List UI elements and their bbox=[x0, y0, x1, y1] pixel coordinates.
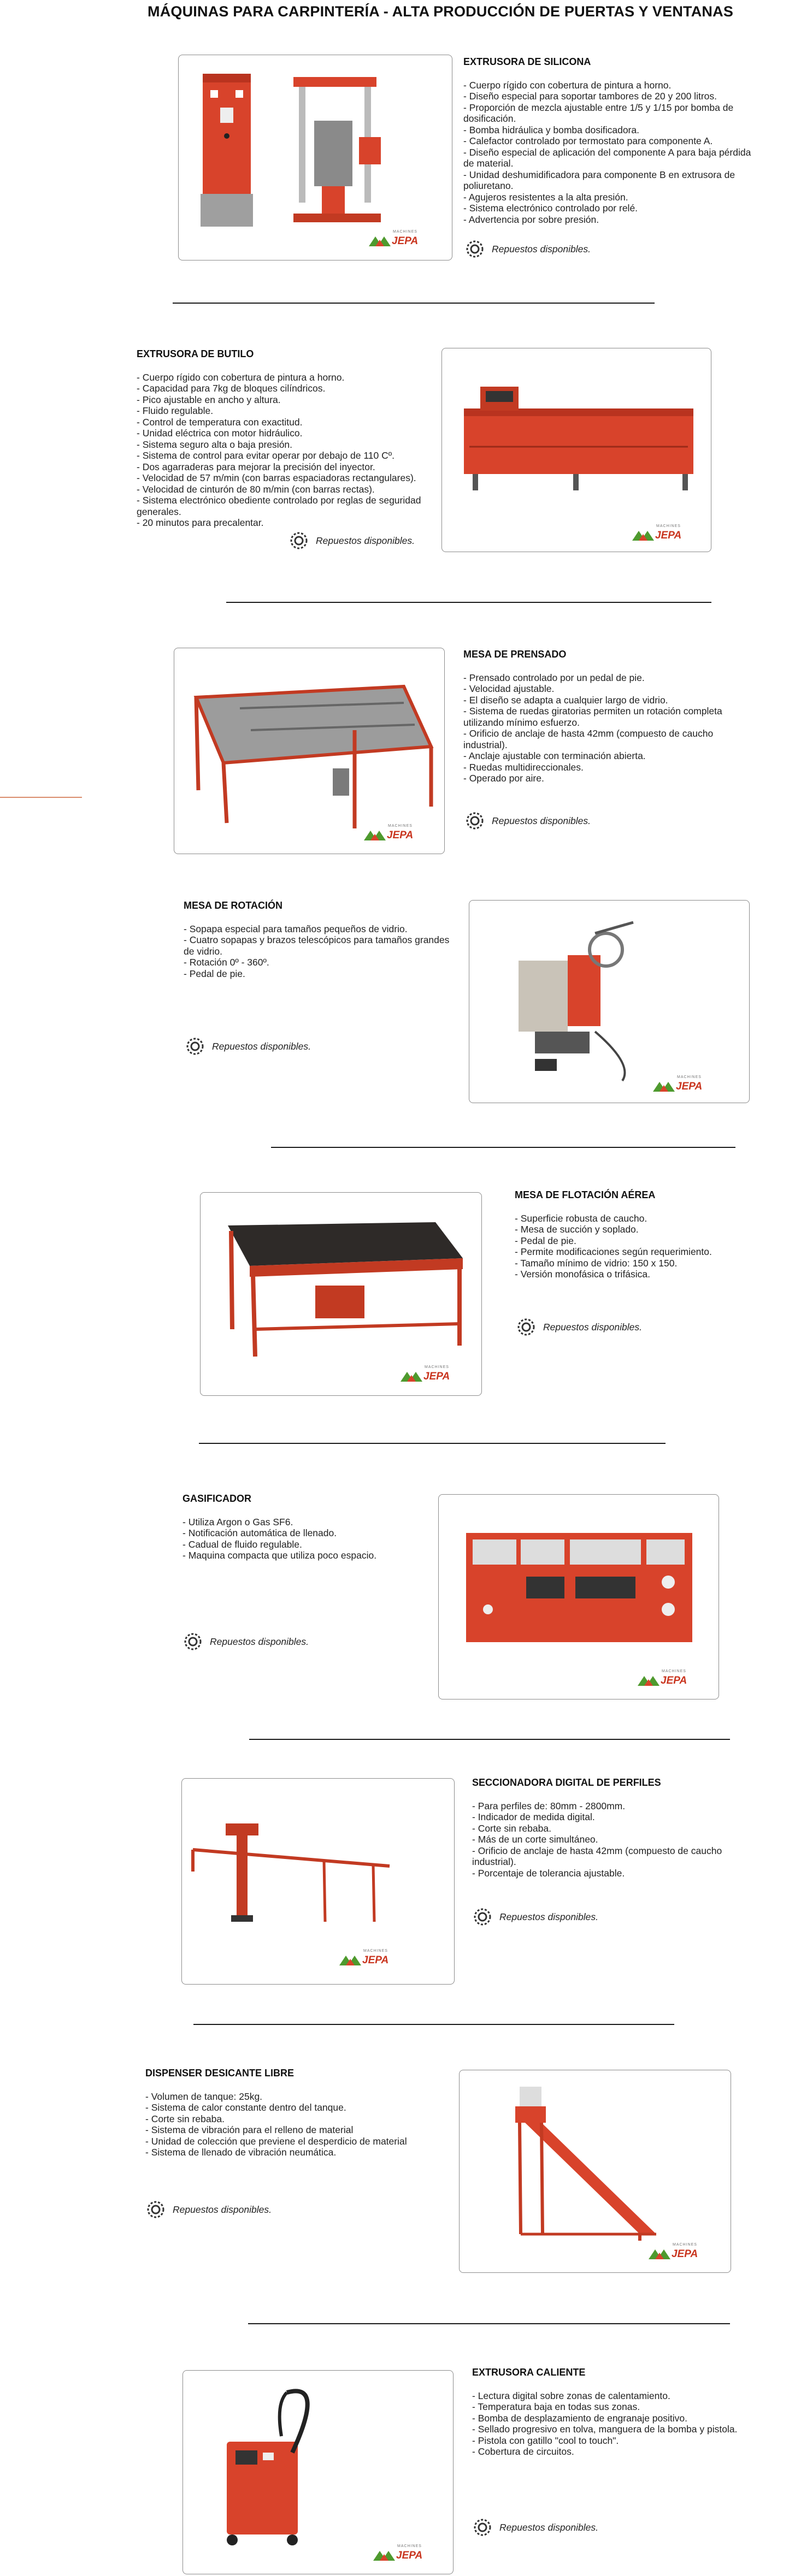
feature-item: - Volumen de tanque: 25kg. bbox=[145, 2091, 263, 2102]
feature-item: - Lectura digital sobre zonas de calentamiento. bbox=[472, 2390, 670, 2401]
gas-filler-image bbox=[439, 1495, 719, 1699]
spares-note bbox=[517, 1316, 642, 1338]
brand-logo-icon bbox=[647, 2246, 672, 2260]
brand-name: JEPA bbox=[655, 530, 682, 541]
feature-item: - Bomba hidráulica y bomba dosificadora. bbox=[463, 124, 639, 135]
spares-label: Repuestos disponibles. bbox=[316, 535, 415, 546]
feature-item: - Sellado progresivo en tolva, manguera de la bomba y pistola. bbox=[472, 2424, 738, 2435]
brand-tagline: MACHINES bbox=[363, 1949, 388, 1953]
product-title: MESA DE PRENSADO bbox=[463, 649, 567, 660]
spares-note bbox=[473, 2516, 598, 2538]
feature-item: - Ruedas multidireccionales. bbox=[463, 761, 584, 773]
section-divider bbox=[226, 602, 711, 603]
feature-item: - Pedal de pie. bbox=[184, 968, 245, 979]
rotation-table-image bbox=[469, 901, 750, 1103]
product-image-card bbox=[174, 648, 445, 854]
feature-item: - Cuerpo rígido con cobertura de pintura a horno. bbox=[463, 79, 672, 91]
feature-item: - Operado por aire. bbox=[463, 773, 544, 784]
feature-item: - Fluido regulable. bbox=[137, 405, 214, 416]
feature-item: - Cobertura de circuitos. bbox=[472, 2446, 574, 2457]
brand-logo-icon bbox=[637, 1673, 661, 1687]
spares-label: Repuestos disponibles. bbox=[173, 2204, 272, 2215]
spares-label: Repuestos disponibles. bbox=[543, 1321, 642, 1333]
brand-name: JEPA bbox=[672, 2248, 698, 2260]
product-title: SECCIONADORA DIGITAL DE PERFILES bbox=[472, 1777, 661, 1788]
product-image-card bbox=[438, 1494, 719, 1699]
side-accent-line bbox=[0, 797, 82, 798]
page-title: MÁQUINAS PARA CARPINTERÍA - ALTA PRODUCCIÓN DE PUERTAS Y VENTANAS bbox=[148, 3, 734, 20]
feature-item: - Porcentaje de tolerancia ajustable. bbox=[472, 1867, 625, 1879]
brand-tagline: MACHINES bbox=[662, 1669, 686, 1673]
spares-label: Repuestos disponibles. bbox=[210, 1636, 309, 1647]
product-description bbox=[463, 649, 758, 784]
product-title: MESA DE FLOTACIÓN AÉREA bbox=[515, 1189, 656, 1200]
feature-list bbox=[515, 1213, 755, 1280]
feature-item: - Permite modificaciones según requerimiento. bbox=[515, 1246, 712, 1257]
feature-item: - Mesa de succión y soplado. bbox=[515, 1224, 639, 1235]
spares-label: Repuestos disponibles. bbox=[499, 2521, 598, 2533]
feature-item: - Capacidad para 7kg de bloques cilíndricos. bbox=[137, 383, 326, 394]
spares-note bbox=[186, 1035, 311, 1057]
feature-item: - Utiliza Argon o Gas SF6. bbox=[182, 1516, 293, 1527]
feature-item: - Cuerpo rígido con cobertura de pintura a horno. bbox=[137, 371, 345, 383]
feature-list bbox=[463, 80, 758, 226]
feature-item: - Velocidad de cinturón de 80 m/min (con barras rectas). bbox=[137, 483, 375, 495]
feature-item: - Dos agarraderas para mejorar la precisión del inyector. bbox=[137, 461, 375, 472]
feature-item: - Unidad de colección que previene el desperdicio de material bbox=[145, 2135, 407, 2147]
feature-item: - Sistema electrónico controlado por relé. bbox=[463, 203, 638, 214]
feature-list bbox=[184, 923, 457, 980]
product-title: EXTRUSORA CALIENTE bbox=[472, 2367, 586, 2378]
feature-item: - Pistola con gatillo "cool to touch". bbox=[472, 2435, 619, 2446]
product-title: EXTRUSORA DE SILICONA bbox=[463, 56, 591, 67]
product-description bbox=[145, 2068, 419, 2158]
feature-item: - Bomba de desplazamiento de engranaje positivo. bbox=[472, 2412, 687, 2424]
feature-item: - Sistema electrónico obediente controlado por reglas de seguridad generales. bbox=[137, 495, 421, 517]
feature-item: - Tamaño mínimo de vidrio: 150 x 150. bbox=[515, 1257, 678, 1269]
feature-list bbox=[182, 1517, 445, 1561]
gear-icon bbox=[290, 531, 308, 550]
feature-item: - Temperatura baja en todas sus zonas. bbox=[472, 2401, 640, 2412]
feature-item: - Cadual de fluido regulable. bbox=[182, 1538, 302, 1550]
feature-item: - Orificio de anclaje de hasta 42mm (compuesto de caucho industrial). bbox=[472, 1845, 722, 1867]
section-divider bbox=[193, 2024, 674, 2025]
product-image-card bbox=[200, 1192, 482, 1396]
feature-item: - Sopapa especial para tamaños pequeños de vidrio. bbox=[184, 923, 408, 934]
feature-item: - Diseño especial para soportar tambores de 20 y 200 litros. bbox=[463, 91, 717, 102]
brand-logo-icon bbox=[368, 233, 392, 247]
product-title: MESA DE ROTACIÓN bbox=[184, 900, 283, 911]
gear-icon bbox=[186, 1037, 204, 1056]
butyl-extruder-image bbox=[442, 348, 711, 552]
feature-item: - Prensado controlado por un pedal de pie. bbox=[463, 672, 645, 683]
product-description bbox=[137, 348, 432, 529]
feature-list bbox=[472, 2390, 756, 2457]
feature-item: - Cuatro sopapas y brazos telescópicos para tamaños grandes de vidrio. bbox=[184, 934, 450, 957]
brand-tagline: MACHINES bbox=[397, 2544, 422, 2548]
feature-item: - Notificación automática de llenado. bbox=[182, 1527, 337, 1538]
section-divider bbox=[271, 1147, 735, 1148]
feature-item: - Sistema seguro alta o baja presión. bbox=[137, 439, 293, 450]
product-description bbox=[472, 1777, 756, 1879]
section-divider bbox=[173, 303, 655, 304]
feature-item: - 20 minutos para precalentar. bbox=[137, 517, 264, 528]
brand-name: JEPA bbox=[387, 830, 414, 841]
feature-item: - Para perfiles de: 80mm - 2800mm. bbox=[472, 1800, 626, 1811]
feature-item: - Sistema de calor constante dentro del tanque. bbox=[145, 2102, 346, 2113]
feature-item: - Sistema de llenado de vibración neumática. bbox=[145, 2147, 337, 2158]
brand-logo-icon bbox=[372, 2548, 396, 2562]
section-divider bbox=[248, 2323, 730, 2324]
gear-icon bbox=[466, 812, 484, 830]
brand-logo-icon bbox=[363, 827, 387, 842]
feature-item: - Superficie robusta de caucho. bbox=[515, 1212, 647, 1224]
spares-note bbox=[290, 530, 415, 552]
product-image-card bbox=[441, 348, 711, 552]
feature-item: - Sistema de ruedas giratorias permiten un rotación completa utilizando mínimo esfuerzo. bbox=[463, 706, 722, 728]
product-image-card bbox=[469, 900, 750, 1103]
feature-item: - Unidad eléctrica con motor hidráulico. bbox=[137, 428, 303, 439]
gear-icon bbox=[146, 2200, 165, 2219]
spares-note bbox=[466, 238, 591, 260]
profile-cutter-image bbox=[182, 1779, 455, 1985]
feature-item: - Advertencia por sobre presión. bbox=[463, 214, 599, 225]
spares-label: Repuestos disponibles. bbox=[212, 1040, 311, 1052]
feature-item: - Pedal de pie. bbox=[515, 1235, 576, 1246]
spares-label: Repuestos disponibles. bbox=[492, 815, 591, 826]
feature-item: - Más de un corte simultáneo. bbox=[472, 1834, 598, 1845]
feature-item: - Sistema de vibración para el relleno de material bbox=[145, 2124, 354, 2135]
product-image-card bbox=[181, 1778, 455, 1985]
feature-item: - Control de temperatura con exactitud. bbox=[137, 416, 303, 428]
section-divider bbox=[249, 1739, 730, 1740]
brand-name: JEPA bbox=[362, 1955, 389, 1966]
feature-item: - Velocidad ajustable. bbox=[463, 683, 555, 694]
brand-logo-icon bbox=[338, 1952, 362, 1967]
brand-tagline: MACHINES bbox=[388, 824, 413, 828]
feature-item: - Sistema de control para evitar operar por debajo de 110 Cº. bbox=[137, 450, 395, 461]
feature-list bbox=[145, 2091, 419, 2158]
feature-item: - Versión monofásica o trifásica. bbox=[515, 1269, 651, 1280]
spares-label: Repuestos disponibles. bbox=[492, 243, 591, 254]
brand-tagline: MACHINES bbox=[425, 1365, 449, 1369]
product-description bbox=[472, 2367, 756, 2457]
feature-item: - Indicador de medida digital. bbox=[472, 1811, 595, 1822]
product-image-card bbox=[178, 55, 452, 260]
feature-item: - Diseño especial de aplicación del componente A para baja pérdida de material. bbox=[463, 146, 751, 169]
feature-item: - Orificio de anclaje de hasta 42mm (compuesto de caucho industrial). bbox=[463, 728, 714, 750]
feature-item: - Corte sin rebaba. bbox=[472, 1822, 551, 1834]
gear-icon bbox=[184, 1632, 202, 1651]
gear-icon bbox=[473, 2518, 492, 2537]
section-divider bbox=[199, 1443, 666, 1444]
gear-icon bbox=[466, 240, 484, 258]
feature-item: - Calefactor controlado por termostato para componente A. bbox=[463, 135, 713, 146]
brand-logo-icon bbox=[631, 528, 655, 542]
product-title: EXTRUSORA DE BUTILO bbox=[137, 348, 254, 359]
feature-list bbox=[472, 1801, 756, 1879]
feature-item: - El diseño se adapta a cualquier largo de vidrio. bbox=[463, 694, 668, 706]
brand-tagline: MACHINES bbox=[656, 524, 681, 528]
press-table-image bbox=[174, 648, 445, 854]
brand-logo-icon bbox=[399, 1369, 423, 1383]
feature-item: - Rotación 0º - 360º. bbox=[184, 957, 269, 968]
product-title: GASIFICADOR bbox=[182, 1493, 251, 1504]
spares-note bbox=[146, 2199, 272, 2220]
product-image-card bbox=[182, 2370, 454, 2574]
product-description bbox=[182, 1493, 445, 1561]
product-description bbox=[515, 1189, 755, 1280]
product-description bbox=[184, 900, 457, 979]
brand-logo-icon bbox=[652, 1079, 676, 1093]
feature-item: - Anclaje ajustable con terminación abierta. bbox=[463, 750, 646, 761]
feature-list bbox=[137, 372, 432, 529]
feature-item: - Agujeros resistentes a la alta presión. bbox=[463, 191, 628, 203]
spares-note bbox=[184, 1631, 309, 1653]
feature-item: - Unidad deshumidificadora para componente B en extrusora de poliuretano. bbox=[463, 169, 735, 191]
product-description bbox=[463, 56, 758, 225]
gear-icon bbox=[517, 1318, 535, 1336]
feature-item: - Maquina compacta que utiliza poco espacio. bbox=[182, 1550, 377, 1561]
brand-name: JEPA bbox=[392, 235, 419, 247]
spares-note bbox=[473, 1906, 598, 1928]
feature-item: - Velocidad de 57 m/min (con barras espaciadoras rectangulares). bbox=[137, 472, 416, 483]
brand-tagline: MACHINES bbox=[677, 1075, 702, 1079]
brand-name: JEPA bbox=[661, 1675, 687, 1686]
feature-item: - Pico ajustable en ancho y altura. bbox=[137, 394, 281, 405]
brand-tagline: MACHINES bbox=[673, 2243, 697, 2247]
spares-label: Repuestos disponibles. bbox=[499, 1911, 598, 1922]
feature-item: - Corte sin rebaba. bbox=[145, 2113, 225, 2124]
product-image-card bbox=[459, 2070, 731, 2273]
product-title: DISPENSER DESICANTE LIBRE bbox=[145, 2068, 295, 2078]
feature-list bbox=[463, 672, 758, 784]
brand-name: JEPA bbox=[676, 1081, 703, 1092]
gear-icon bbox=[473, 1908, 492, 1926]
spares-note bbox=[466, 810, 591, 832]
brand-name: JEPA bbox=[396, 2550, 423, 2561]
brand-tagline: MACHINES bbox=[393, 230, 417, 234]
brand-name: JEPA bbox=[423, 1371, 450, 1382]
feature-item: - Proporción de mezcla ajustable entre 1/5 y 1/15 por bomba de dosificación. bbox=[463, 102, 734, 124]
